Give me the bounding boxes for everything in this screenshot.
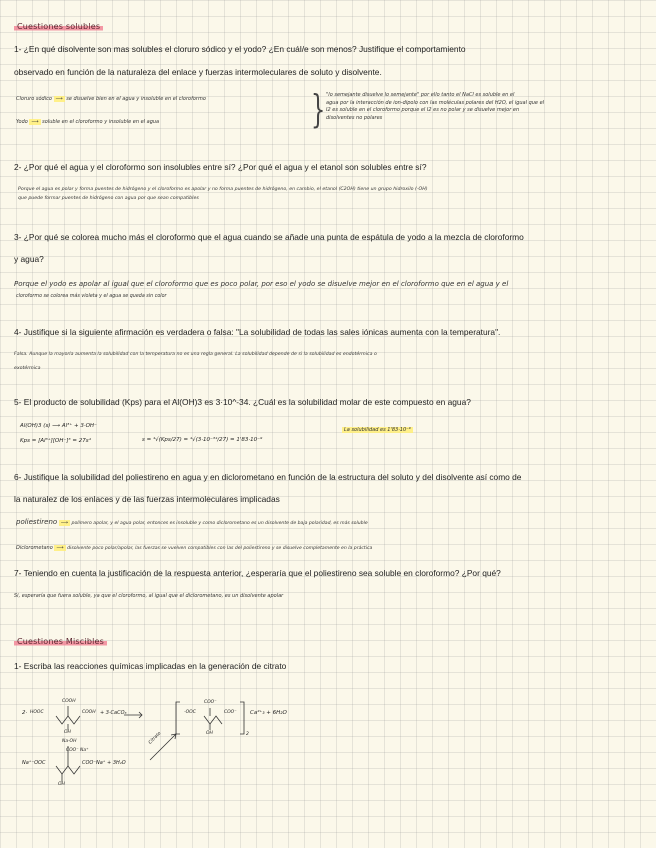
section-heading-miscibles: Cuestiones Miscibles [14,637,107,646]
question-6-line-2: la naturalez de los enlaces y de las fuerzas intermoleculares implicadas [14,494,280,504]
lower-top-label-2: COO⁻ Na⁺ [66,748,89,753]
highlight-arrow: ⟶ [55,96,63,102]
answer-5-equation-2: Kps = [Al³⁺][OH⁻]³ = 27s⁴ [20,438,91,444]
citric-acid-skeleton [56,716,80,724]
lower-left-label: Na⁺⁻OOC [22,760,46,766]
answer-6-poli-text: polímero apolar, y el agua polar, entonces es insoluble y como diclorometano es un disolvente de baja polaridad, es más soluble [71,521,368,526]
question-6-line-1: 6- Justifique la solubilidad del poliestireno en agua y en diclorometano en función de la estructura del soluto y del disolvente así como de [14,472,522,482]
answer-1-nacl-text: se disuelve bien en el agua y insoluble en el cloroformo [66,96,206,102]
question-7: 7- Teniendo en cuenta la justificación de la respuesta anterior, ¿esperaría que el poliestireno sea soluble en cloroformo? ¿Por qué? [14,568,501,578]
section-2-question-1: 1- Escriba las reacciones químicas implicadas en la generación de citrato [14,661,287,671]
answer-5-equation-1: Al(OH)3 (s) ⟶ Al³⁺ + 3·OH⁻ [20,423,97,429]
reaction-cooh-top: COOH [62,699,76,704]
bracket-left [176,702,180,734]
lower-oh: OH [58,782,65,787]
answer-2-line-1: Porque el agua es polar y forma puentes de hidrógeno y el cloroformo es apolar y no forma puentes de hidrógeno, en cambio, el etanol (C2OH) tiene un grupo hidroxilo (-OH) [18,187,428,192]
lower-top-label: Na·OH [62,739,77,744]
section-heading-solubles: Cuestiones solubles [14,22,103,31]
bracket-coo-right: COO⁻ [224,710,237,715]
answer-5-equation-3: s = ⁴√(Kps/27) = ⁴√(3·10⁻³⁴/27) = 1'83·10⁻⁹ [142,437,263,443]
answer-6-poli-label: poliestireno [16,518,58,526]
bracket-subscript: 2 [246,732,249,737]
question-1-line-1: 1- ¿En qué disolvente son mas solubles el cloruro sódico y el yodo? ¿En cuál/e son menos? Justifique el comportamiento [14,44,466,54]
bracket-coo-top: COO⁻ [204,700,217,705]
reaction-cooh-right: COOH [82,710,96,715]
citrate-skeleton [204,716,222,724]
answer-6-dicl-text: disolvente poco polar/apolar, las fuerzas se vuelven compatibles con las del poliestireno y se disuelve completamente en la práctica [67,546,373,551]
reaction-reagent: + 3·CaCO₃ [100,710,127,716]
answer-1-note-line: disolventes no polares [326,114,383,121]
bracket-oh: OH [206,731,213,736]
bracket-ooc-left: -OOC [184,710,196,715]
answer-4-line-2: exotérmica [14,366,41,371]
answer-3-text: Porque el yodo es apolar al igual que el cloroformo que es poco polar, por eso el yodo se disuelve mejor en el cloroformo que en el agua y el [14,280,509,288]
reaction-oh: OH [64,730,71,735]
sodium-citrate-skeleton [56,766,80,774]
answer-4-line-1: Falsa. Aunque la mayoría aumenta la solubilidad con la temperatura no es una regla general. La solubilidad depende de si la solubilidad es endotérmica o [14,352,377,357]
question-4: 4- Justifique si la siguiente afirmación es verdadera o falsa: "La solubilidad de todas las sales iónicas aumenta con la temperatura". [14,327,501,337]
answer-7: Si, esperaría que fuera soluble, ya que el cloroformo, al igual que el diclorometano, es un disolvente apolar [14,593,284,599]
answer-1-nacl-label: Cloruro sódico [16,96,52,102]
question-5: 5- El producto de solubilidad (Kps) para el Al(OH)3 es 3·10^-34. ¿Cuál es la solubilidad molar de este compuesto en agua? [14,397,471,407]
answer-5-result-highlight: La solubilidad es 1'83·10⁻⁹ [344,427,411,433]
question-3-line-1: 3- ¿Por qué se colorea mucho más el cloroformo que el agua cuando se añade una punta de espátula de yodo a la mezcla de cloroformo [14,232,524,242]
reaction-coefficient: 2· [22,710,28,716]
arrow-label-citrato: Citrato [148,731,163,746]
bracket-right [240,702,244,734]
highlight-arrow: ⟶ [56,545,64,551]
answer-1-yodo-label: Yodo [16,119,28,125]
curly-brace-icon: } [310,87,326,131]
question-3-line-2: y agua? [14,254,44,264]
answer-1-note-line: "lo semejante disuelve lo semejante" por ello tanto el NaCl es soluble en el [326,92,515,98]
highlight-arrow: ⟶ [31,119,39,125]
reaction-hooc-left: HOOC [30,710,44,715]
answer-3-line-2: cloroformo se colorea más violeta y el agua se queda sin color [16,294,167,299]
question-2: 2- ¿Por qué el agua y el cloroformo son insolubles entre sí? ¿Por qué el agua y el etanol son solubles entre sí? [14,162,427,172]
highlight-arrow: ⟶ [60,520,68,526]
answer-1-yodo-text: soluble en el cloroformo y insoluble en el agua [42,119,160,125]
answer-6-dicl-label: Diclorometano [16,545,53,551]
question-1-line-2: observado en función de la naturaleza del enlace y fuerzas intermoleculares de soluto y disolvente. [14,67,382,77]
answer-2-line-2: que puede formar puentes de hidrógeno con agua por que sean compatibles [18,196,199,201]
reaction-products: Ca²⁺₃ + 6H₂O [250,710,287,716]
answer-1-note-line: agua por la interacción de ion-dipolo con las moléculas polares del H2O, el igual que el [326,99,545,106]
answer-1-note-line: I2 es soluble en el cloroformo porque el I2 es no polar y se disuelve mejor en [326,107,520,113]
lower-right-label: COO⁻Na⁺ + 3H₂O [82,760,126,766]
